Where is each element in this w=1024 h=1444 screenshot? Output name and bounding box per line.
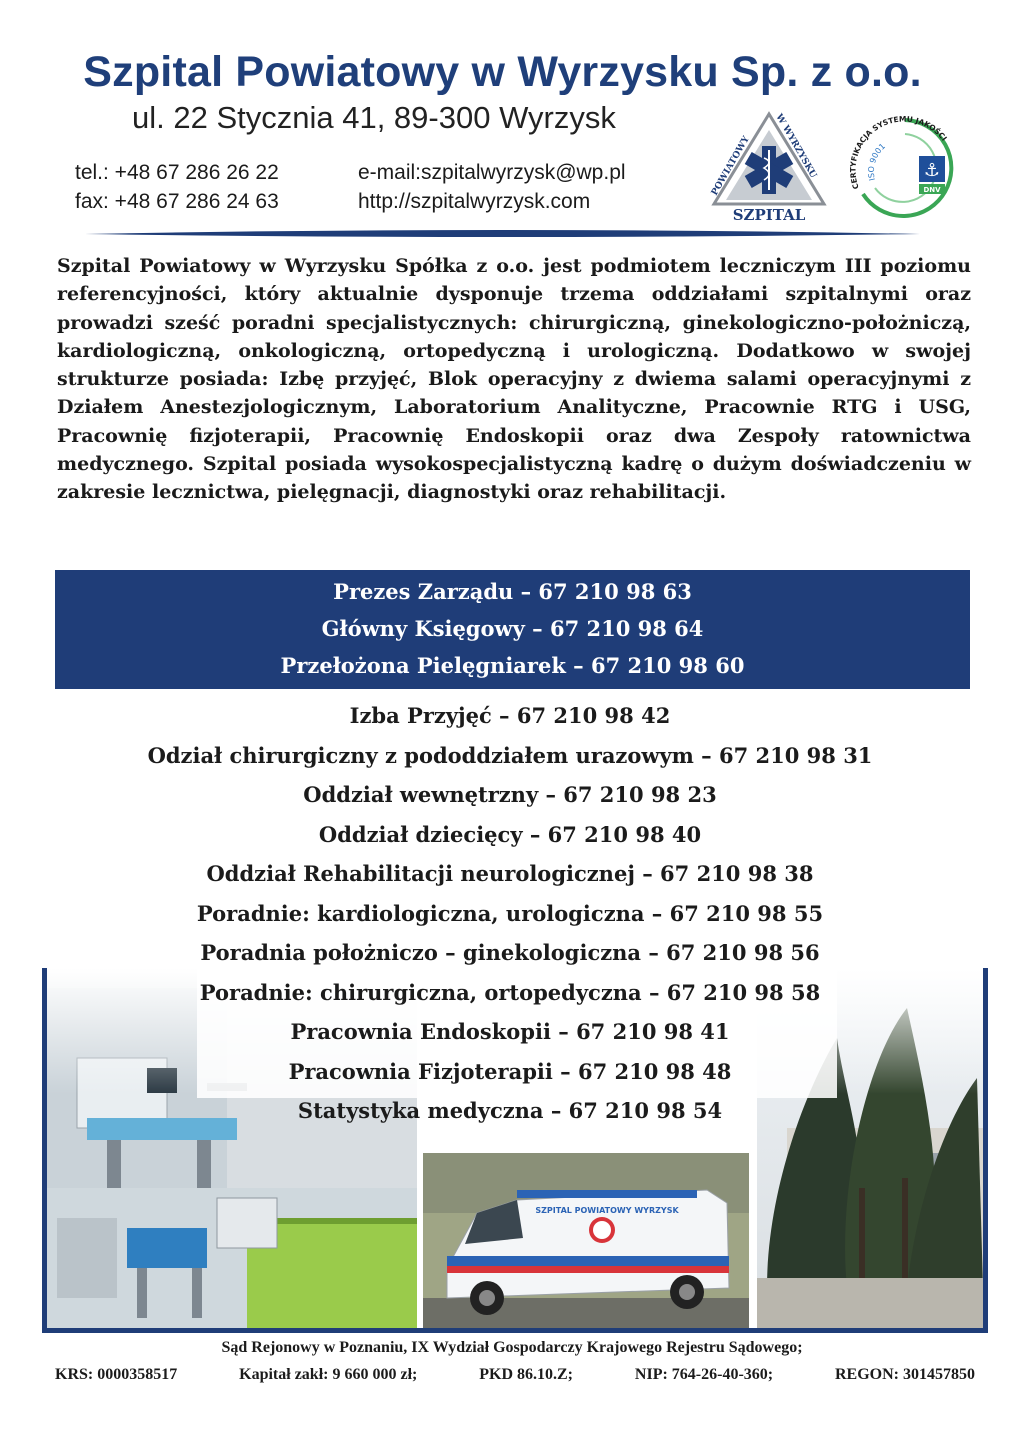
list-item: Odział chirurgiczny z pododdziałem urazowym – 67 210 98 31 <box>147 742 873 768</box>
board-contact-row: Przełożona Pielęgniarek – 67 210 98 60 <box>280 653 745 678</box>
regon-number: REGON: 301457850 <box>835 1366 975 1383</box>
fax-number: fax: +48 67 286 24 63 <box>75 190 279 213</box>
logo-text-left: POWIATOWY <box>709 134 752 198</box>
page-title: Szpital Powiatowy w Wyrzysku Sp. z o.o. <box>83 48 922 96</box>
list-item: Izba Przyjęć – 67 210 98 42 <box>349 703 671 728</box>
phone-number: tel.: +48 67 286 26 22 <box>75 161 279 184</box>
hospital-address: ul. 22 Stycznia 41, 89-300 Wyrzysk <box>132 100 616 135</box>
krs-number: KRS: 0000358517 <box>55 1366 178 1383</box>
list-item: Oddział dziecięcy – 67 210 98 40 <box>318 821 702 847</box>
share-capital: Kapitał zakł: 9 660 000 zł; <box>239 1366 418 1383</box>
management-contacts <box>55 570 970 689</box>
iso-arc-text: CERTYFIKACJA SYSTEMU JAKOŚCI <box>848 114 949 191</box>
hospital-description: Szpital Powiatowy w Wyrzysku Spółka z o.o. jest podmiotem leczniczym III poziomu referencyjności, który aktualnie dysponuje trzema oddziałami szpitalnymi oraz prowadzi sześć poradni specjalistycznych: chirurgiczną, ginekologiczno-położniczą, kardiologiczną, onkologiczną, ortopedyczną i urologiczną. Dodatkowo w swojej strukturze posiada: Izbę przyjęć, Blok operacyjny z dwiema salami operacyjnymi z Działem Anestezjologicznym, Laboratorium Analityczne, Pracownie RTG i USG, Pracownię fizjoterapii, Pracownię Endoskopii oraz dwa Zespoły ratownictwa medycznego. Szpital posiada wysokospecjalistyczną kadrę o dużym doświadczeniu w zakresie lecznictwa, pielęgnacji, diagnostyki oraz rehabilitacji. <box>57 255 971 504</box>
anchor-icon <box>919 156 945 182</box>
website-link[interactable]: http://szpitalwyrzysk.com <box>358 190 591 213</box>
legal-identifiers <box>55 1366 975 1384</box>
list-item: Statystyka medyczna – 67 210 98 54 <box>297 1098 723 1123</box>
court-registration: Sąd Rejonowy w Poznaniu, IX Wydział Gospodarczy Krajowego Rejestru Sądowego; <box>221 1339 803 1356</box>
iso-certification-logo <box>845 110 965 220</box>
nip-number: NIP: 764-26-40-360; <box>634 1366 774 1383</box>
logo-text-bottom: SZPITAL <box>732 206 806 224</box>
svg-text:⚓: ⚓ <box>923 160 941 181</box>
list-item: Poradnie: chirurgiczna, ortopedyczna – 67 210 98 58 <box>199 979 821 1005</box>
dnv-label: DNV <box>923 186 941 194</box>
board-contact-row: Główny Księgowy – 67 210 98 64 <box>321 616 704 641</box>
header-divider <box>85 228 920 240</box>
list-item: Oddział wewnętrzny – 67 210 98 23 <box>303 782 717 807</box>
pkd-code: PKD 86.10.Z; <box>479 1366 574 1383</box>
svg-text:ISO 9001 <box>867 142 887 182</box>
list-item: Poradnia położniczo – ginekologiczna – 67 210 98 56 <box>200 940 820 965</box>
logo-text-right: W WYRZYSKU <box>773 112 819 181</box>
list-item: Pracownia Fizjoterapii – 67 210 98 48 <box>288 1058 732 1084</box>
iso-standard-text: ISO 9001 <box>866 141 888 182</box>
hospital-logo <box>702 104 836 224</box>
list-item: Oddział Rehabilitacji neurologicznej – 67 210 98 38 <box>206 861 814 886</box>
department-phone-list <box>0 696 1020 1131</box>
list-item: Poradnie: kardiologiczna, urologiczna – 67 210 98 55 <box>196 900 824 926</box>
board-contact-row: Prezes Zarządu – 67 210 98 63 <box>333 579 692 604</box>
list-item: Pracownia Endoskopii – 67 210 98 41 <box>290 1019 730 1044</box>
email-address[interactable]: e-mail:szpitalwyrzysk@wp.pl <box>358 161 626 184</box>
